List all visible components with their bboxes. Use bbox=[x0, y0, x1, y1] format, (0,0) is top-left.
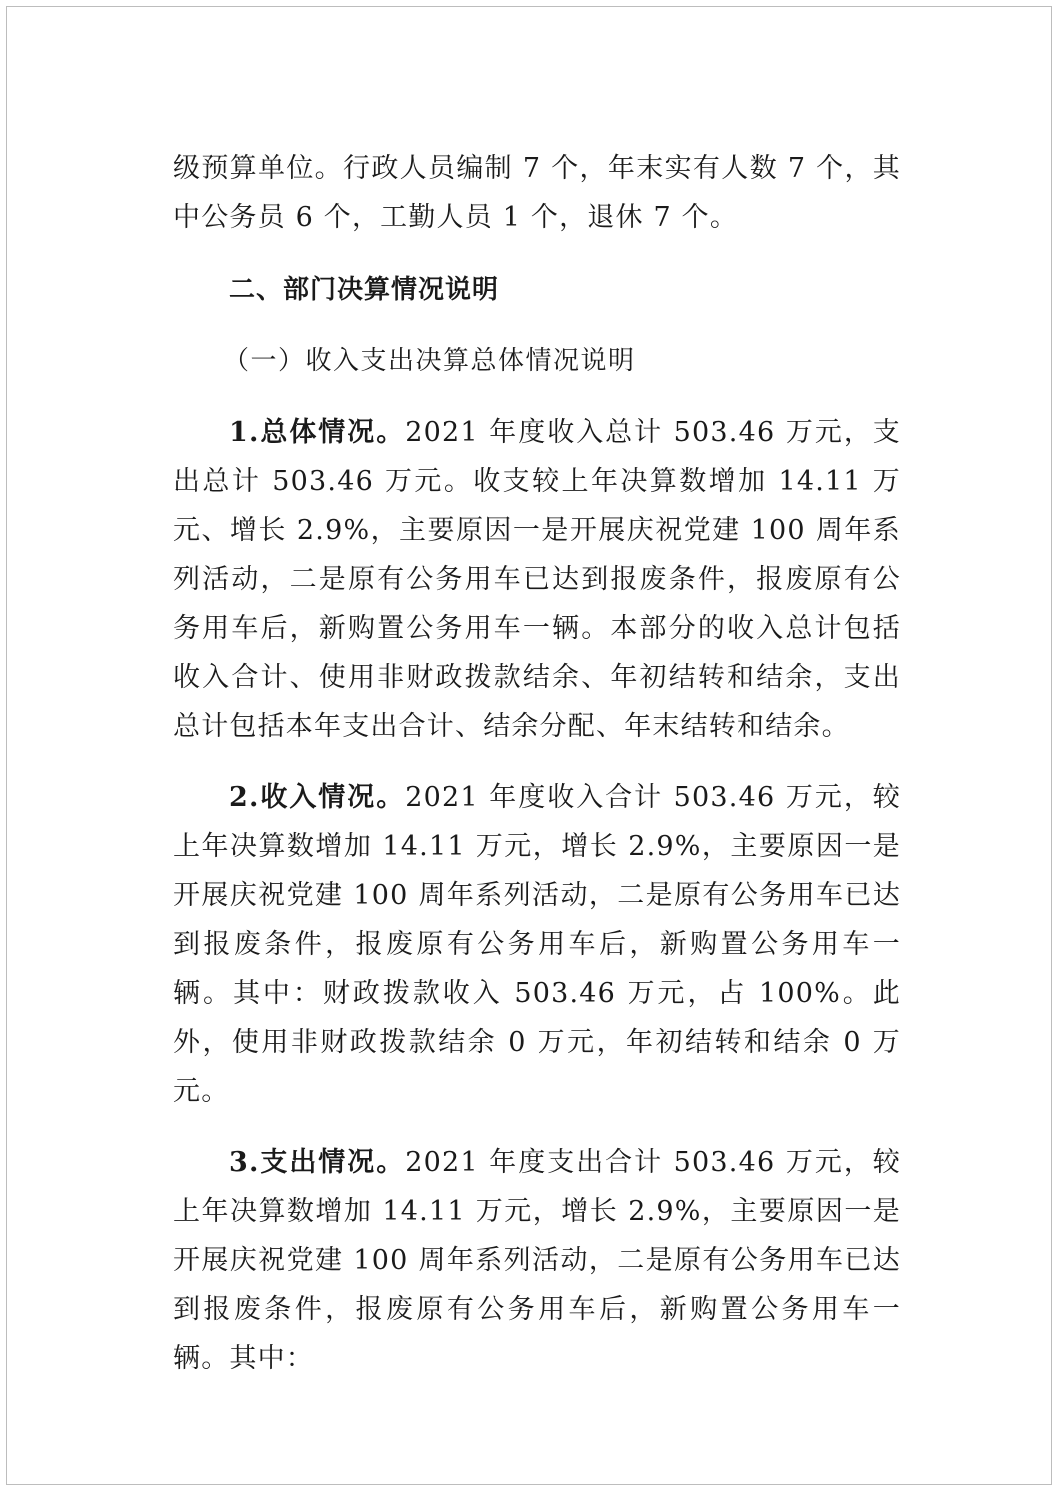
paragraph-lead: 2.收入情况。 bbox=[229, 782, 406, 813]
income-situation-paragraph bbox=[173, 773, 901, 1116]
intro-paragraph: 级预算单位。行政人员编制 7 个，年末实有人数 7 个，其中公务员 6 个，工勤人员 1 个，退休 7 个。 bbox=[173, 153, 901, 233]
expenditure-situation-paragraph bbox=[173, 1138, 901, 1383]
paragraph-text: 2021 年度支出合计 503.46 万元，较上年决算数增加 14.11 万元，增长 2.9%，主要原因一是开展庆祝党建 100 周年系列活动，二是原有公务用车已达到报废条件，报废原有公务用车后，新购置公务用车一辆。其中： bbox=[173, 1147, 901, 1374]
paragraph-lead: 3.支出情况。 bbox=[229, 1147, 406, 1178]
document-page bbox=[6, 6, 1052, 1485]
section-heading: 二、部门决算情况说明 bbox=[229, 275, 500, 305]
overall-situation-paragraph bbox=[173, 408, 901, 751]
subsection-heading: （一）收入支出决算总体情况说明 bbox=[223, 346, 636, 376]
paragraph-lead: 1.总体情况。 bbox=[229, 417, 406, 448]
document-body bbox=[173, 144, 901, 1383]
paragraph-text: 2021 年度收入总计 503.46 万元，支出总计 503.46 万元。收支较上年决算数增加 14.11 万元、增长 2.9%，主要原因一是开展庆祝党建 100 周年系列活动，二是原有公务用车已达到报废条件，报废原有公务用车后，新购置公务用车一辆。本部分的收入总计包括收入合计、使用非财政拨款结余、年初结转和结余，支出总计包括本年支出合计、结余分配、年末结转和结余。 bbox=[173, 417, 901, 742]
paragraph-text: 2021 年度收入合计 503.46 万元，较上年决算数增加 14.11 万元，增长 2.9%，主要原因一是开展庆祝党建 100 周年系列活动，二是原有公务用车已达到报废条件，报废原有公务用车后，新购置公务用车一辆。其中：财政拨款收入 503.46 万元，占 100%。此外，使用非财政拨款结余 0 万元，年初结转和结余 0 万元。 bbox=[173, 782, 901, 1107]
